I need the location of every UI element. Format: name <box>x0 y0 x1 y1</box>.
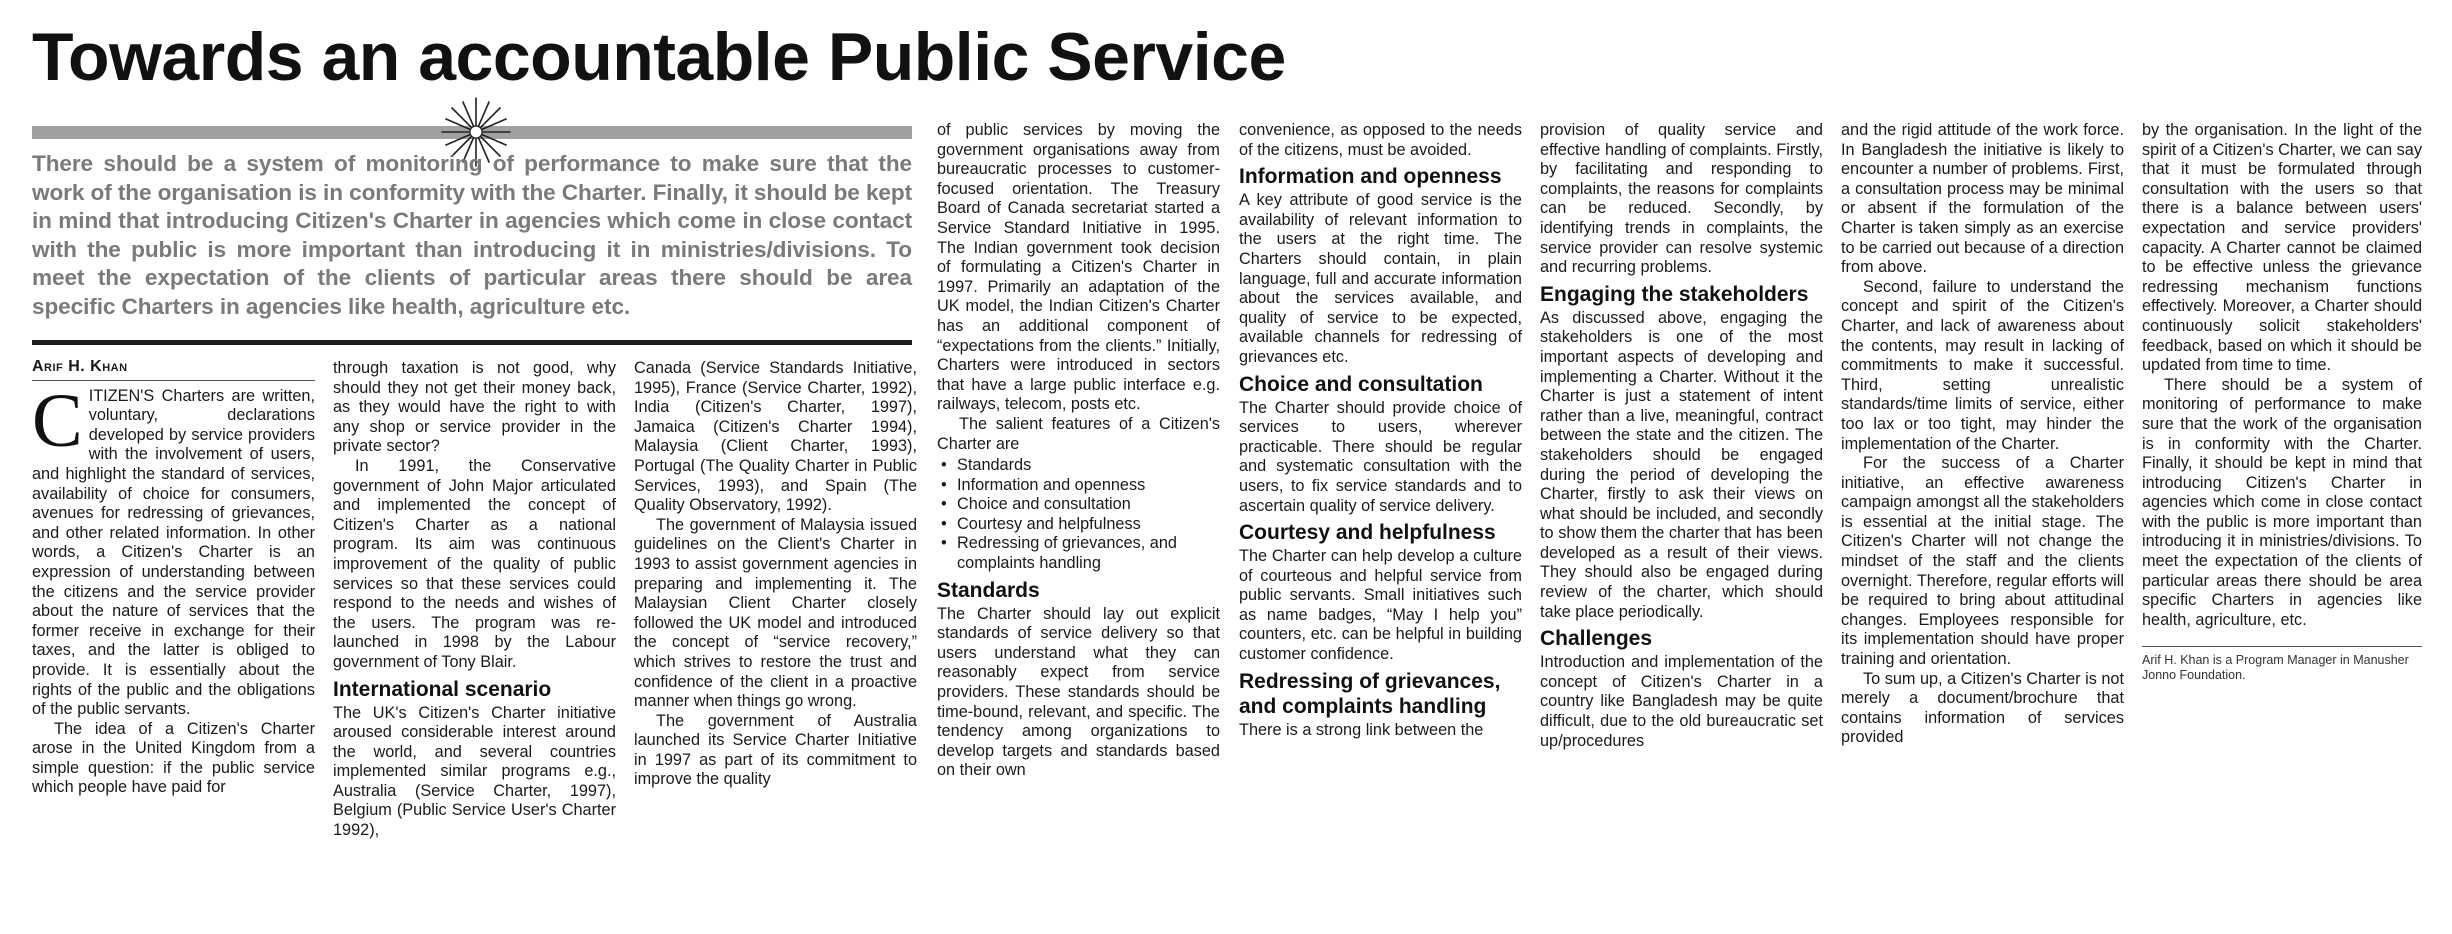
paragraph: To sum up, a Citizen's Charter is not merely a document/brochure that contains information of services provided <box>1841 669 2124 747</box>
subheading-challenges: Challenges <box>1540 627 1653 651</box>
author-credit: Arif H. Khan is a Program Manager in Manusher Jonno Foundation. <box>2142 653 2409 683</box>
list-item: • Choice and consultation <box>957 495 1220 515</box>
subheading-standards: Standards <box>937 578 1040 602</box>
article-column-6 <box>1540 121 1823 751</box>
paragraph: convenience, as opposed to the needs of the citizens, must be avoided. <box>1239 121 1522 159</box>
list-item: • Redressing of grievances, and complaints handling <box>957 534 1220 573</box>
paragraph: There should be a system of monitoring of performance to make sure that the work of the organisation is in conformity with the Charter. Finally, it should be kept in mind that introducing Citizen's Charter in agencies which come in close contact with the public is more important than introducing it in ministries/divisions. To meet the expectation of the clients of particular areas there should be area specific Charters in agencies like health, agriculture, etc. <box>2142 375 2422 629</box>
list-item: • Information and openness <box>957 476 1220 496</box>
list-item: • Standards <box>957 456 1220 476</box>
paragraph: The government of Australia launched its Service Charter Initiative in 1997 as part of its commitment to improve the quality <box>634 711 917 789</box>
paragraph: In 1991, the Conservative government of John Major articulated and implemented the concept of Citizen's Charter as a national program. Its aim was continuous improvement of the quality of public services so that these services could respond to the needs and wishes of the users. The program was re-launched in 1998 by the Labour government of Tony Blair. <box>333 456 616 671</box>
paragraph: A key attribute of good service is the availability of relevant information to the users at the right time. The Charters should contain, in plain language, full and accurate information about the services available, and quality of service to be expected, available channels for redressing of grievances etc. <box>1239 191 1522 366</box>
subheading-information-openness: Information and openness <box>1239 165 1502 189</box>
pull-quote-rule <box>32 340 912 345</box>
features-list <box>937 456 1220 574</box>
paragraph: The salient features of a Citizen's Charter are <box>937 414 1220 453</box>
headline: Towards an accountable Public Service <box>32 19 1286 95</box>
byline: Arif H. Khan <box>32 357 315 381</box>
paragraph: The government of Malaysia issued guidelines on the Client's Charter in 1993 to assist government agencies in preparing and implementing it. The Malaysian Client Charter closely followed the UK model and introduced the concept of “service recovery,” which strives to restore the trust and confidence of the client in a proactive manner when things go wrong. <box>634 515 917 711</box>
paragraph: provision of quality service and effective handling of complaints. Firstly, by facilitating and responding to complaints, the reasons for complaints can be reduced. Secondly, by identifying trends in complaints, the service provider can resolve systemic and recurring problems. <box>1540 121 1823 277</box>
paragraph: of public services by moving the government organisations away from bureaucratic processes to customer-focused orientation. The Treasury Board of Canada secretariat started a Service Standard Initiative in 1995. The Indian government took decision of formulating a Citizen's Charter in 1997. Primarily an adaptation of the UK model, the Indian Citizen's Charter has an additional component of “expectations from the clients.” Initially, Charters were introduced in sectors that have a large public interface e.g. railways, telecom, posts etc. <box>937 121 1220 414</box>
paragraph: by the organisation. In the light of the spirit of a Citizen's Charter, we can say that it must be formulated through consultation with the users so that there is a balance between users' expectation and service providers' capacity. A Charter cannot be claimed to be effective unless the grievance redressing mechanism functions effectively. Moreover, a Charter should continuously solicit stakeholders' feedback, based on which it should be updated from time to time. <box>2142 121 2423 375</box>
paragraph: through taxation is not good, why should they not get their money back, as they would have the right to with any shop or service provider in the private sector? <box>333 359 616 456</box>
subheading-courtesy-helpfulness: Courtesy and helpfulness <box>1239 521 1496 545</box>
article-column-3 <box>634 359 917 790</box>
pull-quote: There should be a system of monitoring of performance to make sure that the work of the organisation is in conformity with the Charter. Finally, it should be kept in mind that introducing Citizen's Charter in agencies which come in close contact with the public is more important than introducing it in ministries/divisions. To meet the expectation of the clients of particular areas there should be area specific Charters in agencies like health, agriculture etc. <box>32 151 912 319</box>
subheading-choice-consultation: Choice and consultation <box>1239 372 1483 396</box>
list-item: • Courtesy and helpfulness <box>957 515 1220 535</box>
article-column-1 <box>32 357 315 798</box>
paragraph: Canada (Service Standards Initiative, 1995), France (Service Charter, 1992), India (Citizen's Charter, 1997), Jamaica (Citizen's Charter 1994), Malaysia (Client Charter, 1993), Portugal (The Quality Charter in Public Services, 1993), and Spain (The Quality Observatory, 1992). <box>634 359 917 515</box>
subheading-engaging-stakeholders: Engaging the stakeholders <box>1540 282 1809 306</box>
article-column-5 <box>1239 121 1522 740</box>
paragraph: The idea of a Citizen's Charter arose in the United Kingdom from a simple question: if the public service which people have paid for <box>32 719 315 797</box>
paragraph: Second, failure to understand the concept and spirit of the Citizen's Charter, and lack of awareness about the contents, may result in lacking of commitments to make it successful. Third, setting unrealistic standards/time limits of service, either too lax or too tight, may hinder the implementation of the Charter. <box>1841 277 2124 453</box>
paragraph: For the success of a Charter initiative, an effective awareness campaign amongst all the stakeholders is essential at the initial stage. The Citizen's Charter will not change the mindset of the staff and the clients overnight. Therefore, regular efforts will be required to bring about attitudinal changes. Employees responsible for its implementation should have proper training and orientation. <box>1841 454 2124 669</box>
paragraph: and the rigid attitude of the work force. In Bangladesh the initiative is likely to encounter a number of problems. First, a consultation process may be minimal or absent if the formulation of the Charter is taken simply as an exercise to be carried out because of a direction from above. <box>1841 121 2124 277</box>
drop-cap: C <box>32 378 83 463</box>
paragraph: CITIZEN'S Charters are written, voluntary, declarations developed by service providers with the involvement of users, and highlight the standard of services, availability of choice for consumers, avenues for redressing of grievances, and other related information. In other words, a Citizen's Charter is an expression of understanding between the citizens and the service provider about the nature of services that the former receive in exchange for their taxes, and the latter is obliged to provide. It is essentially about the rights of the public and the obligations of the public servants. <box>32 378 315 719</box>
paragraph: Introduction and implementation of the concept of Citizen's Charter in a country like Bangladesh may be quite difficult, due to the old bureaucratic set up/procedures <box>1540 653 1823 750</box>
paragraph: The Charter should lay out explicit standards of service delivery so that users understand what they can reasonably expect from service providers. These standards should be time-bound, relevant, and specific. The tendency among organizations to develop targets and standards based on their own <box>937 604 1220 780</box>
paragraph: The UK's Citizen's Charter initiative aroused considerable interest around the world, and several countries implemented similar programs e.g., Australia (Service Charter, 1997), Belgium (Public Service User's Charter 1992), <box>333 703 616 840</box>
subheading-redressing-grievances: Redressing of grievances, and complaints handling <box>1239 669 1501 718</box>
article-column-7 <box>1841 121 2124 748</box>
paragraph: There is a strong link between the <box>1239 720 1484 739</box>
paragraph: The Charter should provide choice of services to users, wherever practicable. There should be regular and systematic consultation with the users, to fix service standards and to ascertain quality of service delivery. <box>1239 398 1522 515</box>
paragraph: The Charter can help develop a culture of courteous and helpful service from public servants. Small initiatives such as name badges, “May I help you” counters, etc. can be helpful in building customer confidence. <box>1239 547 1522 664</box>
credit-rule <box>2142 646 2422 647</box>
subheading-international-scenario: International scenario <box>333 677 552 701</box>
paragraph: As discussed above, engaging the stakeholders is one of the most important aspects of developing and implementing a Charter. Without it the Charter is just a statement of intent rather than a live, meaningful, contract between the state and the citizen. The stakeholders should be engaged during the period of developing the Charter, firstly to ask their views on what should be included, and secondly to show them the charter that has been developed as a result of their views. They should also be engaged during review of the charter, which should take place periodically. <box>1540 308 1823 621</box>
article-column-4 <box>937 121 1220 781</box>
article-column-8 <box>2142 121 2422 683</box>
article-column-2 <box>333 359 616 841</box>
